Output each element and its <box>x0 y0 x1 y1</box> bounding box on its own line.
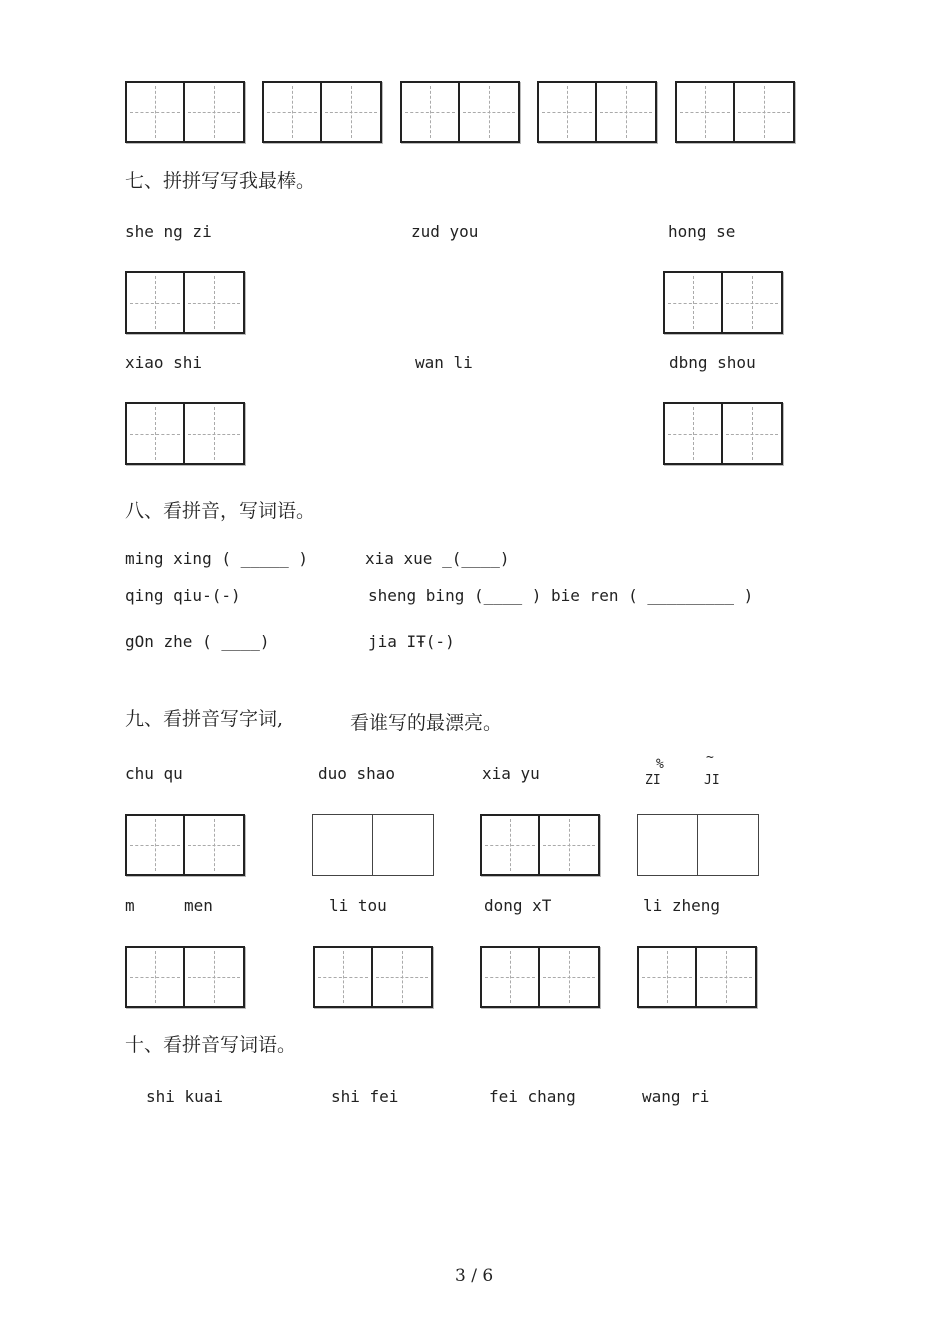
pinyin-m: m <box>125 896 135 915</box>
section-10-title: 十、看拼音写词语。 <box>125 1034 297 1056</box>
s8-qing-qiu: qing qiu-(-) <box>125 586 241 605</box>
pinyin-zi: ZI <box>645 773 661 788</box>
pinyin-li-tou: li tou <box>329 896 387 915</box>
writing-box-s7-1[interactable] <box>125 271 245 334</box>
writing-box-top-3[interactable] <box>400 81 520 143</box>
pinyin-chu-qu: chu qu <box>125 764 183 783</box>
pinyin-zud-you: zud you <box>411 222 479 241</box>
writing-box-s9-5[interactable] <box>125 946 245 1008</box>
ji-tone-mark: ~ <box>706 750 714 765</box>
pinyin-hong-se: hong se <box>668 222 736 241</box>
section-7-title: 七、拼拼写写我最棒。 <box>125 170 316 192</box>
writing-box-s9-4[interactable] <box>637 814 759 876</box>
writing-box-top-4[interactable] <box>537 81 657 143</box>
section-9-title-b: 看谁写的最漂亮。 <box>350 712 503 734</box>
writing-box-s7-4[interactable] <box>663 402 783 465</box>
s8-sheng-bing-bie-ren: sheng bing (____ ) bie ren ( _________ ) <box>368 586 754 605</box>
writing-box-s9-6[interactable] <box>313 946 433 1008</box>
pinyin-fei-chang: fei chang <box>489 1087 576 1106</box>
pinyin-li-zheng: li zheng <box>643 896 721 915</box>
pinyin-dong-xt: dong xT <box>484 896 552 915</box>
pinyin-ji: JI <box>704 773 720 788</box>
pinyin-wan-li: wan li <box>415 353 473 372</box>
writing-box-s9-1[interactable] <box>125 814 245 876</box>
page-number: 3 / 6 <box>455 1266 494 1286</box>
pinyin-she-ng-zi: she ng zi <box>125 222 212 241</box>
s8-ming-xing: ming xing ( _____ ) <box>125 549 309 568</box>
pinyin-wang-ri: wang ri <box>642 1087 710 1106</box>
writing-box-top-1[interactable] <box>125 81 245 143</box>
pinyin-xiao-shi: xiao shi <box>125 353 203 372</box>
writing-box-s9-8[interactable] <box>637 946 757 1008</box>
writing-box-s9-3[interactable] <box>480 814 600 876</box>
s8-gon-zhe: gOn zhe ( ____) <box>125 632 270 651</box>
writing-box-s9-2[interactable] <box>312 814 434 876</box>
s8-xia-xue: xia xue _(____) <box>365 549 510 568</box>
pinyin-men: men <box>184 896 213 915</box>
writing-box-top-5[interactable] <box>675 81 795 143</box>
zi-tone-mark: % <box>656 757 664 772</box>
pinyin-shi-kuai: shi kuai <box>146 1087 224 1106</box>
writing-box-s7-2[interactable] <box>663 271 783 334</box>
pinyin-duo-shao: duo shao <box>318 764 396 783</box>
section-8-title: 八、看拼音，写词语。 <box>125 500 316 522</box>
pinyin-xia-yu: xia yu <box>482 764 540 783</box>
writing-box-top-2[interactable] <box>262 81 382 143</box>
writing-box-s7-3[interactable] <box>125 402 245 465</box>
pinyin-dbng-shou: dbng shou <box>669 353 756 372</box>
section-9-title-a: 九、看拼音写字词, <box>125 708 284 730</box>
s8-jia-it: jia IŦ(-) <box>368 632 455 651</box>
pinyin-shi-fei: shi fei <box>331 1087 399 1106</box>
writing-box-s9-7[interactable] <box>480 946 600 1008</box>
